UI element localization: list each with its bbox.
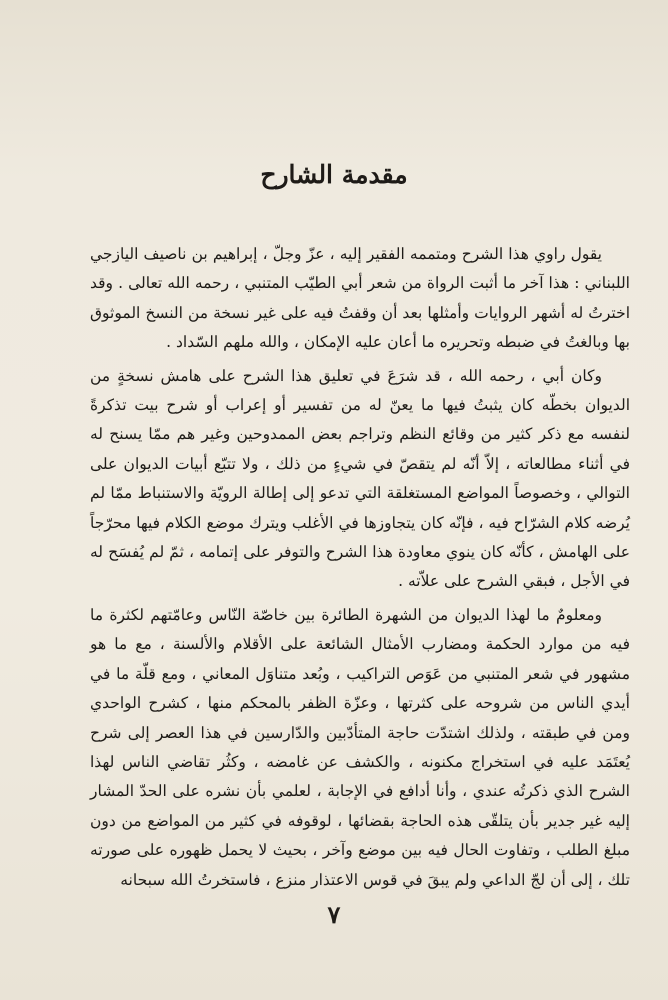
show-through-text [60, 40, 620, 76]
paragraph: وكان أبي ، رحمه الله ، قد شرَعَ في تعليق هذا الشرح على هامش نسخةٍ من الديوان بخطّه كان يثبتُ فيها ما يعنّ له من تفسير أو إعراب أو شرح بيت تذكرةً لنفسه مع ذكر كثير من وقائع النظم وتراجم بعض الممدوحين وغير هم ممّا يسنح له في أثناء مطالعاته ، إلاّ أنّه لم يتقصّ في شيءٍ من ذلك ، ولا تتبّع أبيات الديوان على التوالي ، وخصوصاً المواضع المستغلقة التي تدعو إلى إطالة الرويّة والاستنباط ممّا لم يُرضه كلام الشرّاح فيه ، فإنّه كان يتجاوزها في الأغلب ويترك موضع الكلام فيها محرّجاً على الهامش ، كأنّه كان ينوي معاودة هذا الشرح والتوفر على إتمامه ، ثمّ لم يُفسَح له في الأجل ، فبقي الشرح على علاّته . [90, 366, 630, 591]
body-text [90, 240, 630, 910]
section-title: مقدمة الشارح [260, 159, 408, 189]
page-number: ٧ [327, 900, 341, 929]
paragraph: ومعلومٌ ما لهذا الديوان من الشهرة الطائرة بين خاصّة النّاس وعامّتهم لكثرة ما فيه من موارد الحكمة ومضارب الأمثال الشائعة على الأقلام والألسنة ، مع ما هو مشهور في شعر المتنبي من عَوَص التراكيب ، وبُعد متناوَل المعاني ، ومع قلّة ما في أيدي الناس من شروحه على كثرتها ، وعزّة الظفر بالمحكم منها ، كشرح الواحدي ومن في طبقته ، ولذلك اشتدّت حاجة المتأدّبين والدّارسين في هذا العصر إلى شرح يُعتَمَد عليه في استخراج مكنونه ، والكشف عن غامضه ، وكثُر تقاضي الناس لهذا الشرح الذي ذكرتُه عندي ، وأنا أدافع في الإجابة ، لعلمي بأن نشره على الحدّ المشار إليه غير جدير بأن يتلقّى هذه الحاجة بقضائها ، لوقوفه في كثير من المواضع من دون مبلغ الطلب ، وتفاوت الحال فيه بين موضع وآخر ، بحيث لا يحمل ظهوره على صورته تلك ، إلى أن لجّ الداعي ولم يبقَ في قوس الاعتذار منزع ، فاستخرتُ الله سبحانه [90, 605, 630, 889]
paragraph: يقول راوي هذا الشرح ومتممه الفقير إليه ، عزّ وجلّ ، إبراهيم بن ناصيف اليازجي اللبناني : هذا آخر ما أثبت الرواة من شعر أبي الطيّب المتنبي ، رحمه الله تعالى . وقد اخترتُ له أشهر الروايات وأمثلها بعد أن وقفتُ فيه على غير نسخة من النسخ الموثوق بها وبالغتُ في ضبطه وتحريره ما أعان عليه الإمكان ، والله ملهم السّداد . [90, 245, 630, 352]
